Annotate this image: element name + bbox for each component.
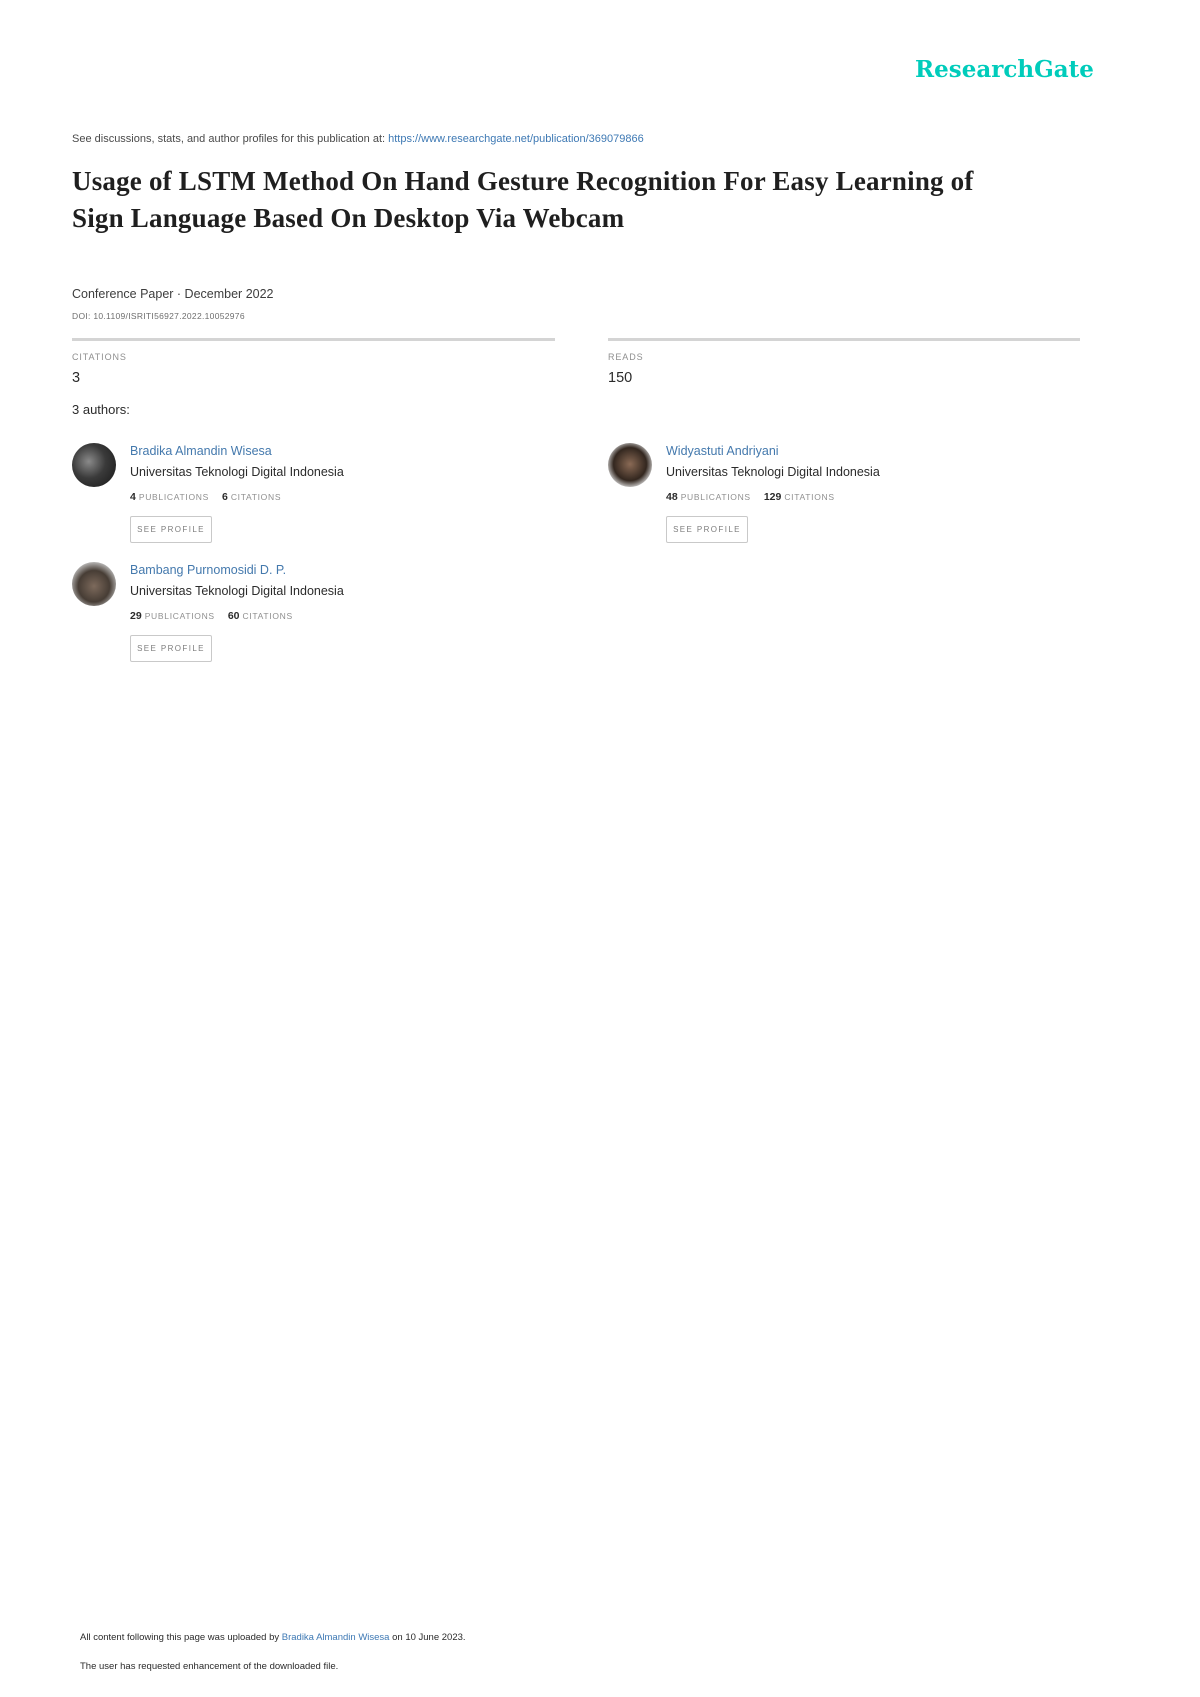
see-profile-button[interactable]: SEE PROFILE: [666, 516, 748, 543]
author-affiliation: Universitas Teknologi Digital Indonesia: [130, 584, 344, 598]
header-note-text: See discussions, stats, and author profiles for this publication at:: [72, 133, 389, 145]
author-citations-label: CITATIONS: [242, 611, 293, 621]
divider-right: [608, 338, 1080, 341]
author-publications-label: PUBLICATIONS: [144, 611, 215, 621]
reads-label: READS: [608, 352, 644, 362]
author-citations-count: 6: [221, 491, 228, 503]
researchgate-logo[interactable]: ResearchGate: [915, 56, 1094, 83]
doi-text: DOI: 10.1109/ISRITI56927.2022.10052976: [72, 311, 245, 321]
author-affiliation: Universitas Teknologi Digital Indonesia: [130, 465, 344, 479]
author-stats: [666, 491, 880, 503]
author-publications-count: 29: [130, 610, 142, 622]
upload-note: [80, 1632, 466, 1643]
author-card: [72, 443, 542, 555]
upload-note-prefix: All content following this page was uploaded by: [80, 1632, 282, 1643]
author-avatar[interactable]: [72, 562, 116, 606]
author-avatar[interactable]: [72, 443, 116, 487]
upload-note-suffix: on 10 June 2023.: [389, 1632, 466, 1643]
author-name-link[interactable]: Widyastuti Andriyani: [666, 444, 779, 458]
author-stats: [130, 610, 344, 622]
author-publications-count: 48: [666, 491, 678, 503]
author-name-link[interactable]: Bradika Almandin Wisesa: [130, 444, 272, 458]
enhancement-note: The user has requested enhancement of the downloaded file.: [80, 1661, 339, 1672]
author-name-link[interactable]: Bambang Purnomosidi D. P.: [130, 563, 287, 577]
divider-left: [72, 338, 555, 341]
author-stats: [130, 491, 344, 503]
author-card: [72, 562, 542, 674]
author-card: [608, 443, 1078, 555]
uploader-name-link[interactable]: Bradika Almandin Wisesa: [281, 1632, 390, 1643]
authors-heading: 3 authors:: [72, 402, 130, 417]
see-profile-button[interactable]: SEE PROFILE: [130, 516, 212, 543]
author-publications-label: PUBLICATIONS: [138, 492, 209, 502]
publication-type-date: Conference Paper · December 2022: [72, 287, 274, 301]
publication-title: Usage of LSTM Method On Hand Gesture Recognition For Easy Learning of Sign Language Based On Desktop Via Webcam: [72, 166, 974, 233]
header-note: [72, 133, 644, 145]
author-affiliation: Universitas Teknologi Digital Indonesia: [666, 465, 880, 479]
author-avatar[interactable]: [608, 443, 652, 487]
author-citations-label: CITATIONS: [230, 492, 282, 502]
author-citations-count: 129: [763, 491, 782, 503]
author-citations-label: CITATIONS: [784, 492, 835, 502]
citations-label: CITATIONS: [72, 352, 127, 362]
author-citations-count: 60: [227, 610, 240, 622]
publication-url-link[interactable]: https://www.researchgate.net/publication/369079866: [388, 133, 644, 145]
see-profile-button[interactable]: SEE PROFILE: [130, 635, 212, 662]
author-publications-count: 4: [130, 491, 136, 503]
reads-count: 150: [608, 370, 633, 386]
author-publications-label: PUBLICATIONS: [680, 492, 751, 502]
citations-count: 3: [72, 370, 81, 386]
